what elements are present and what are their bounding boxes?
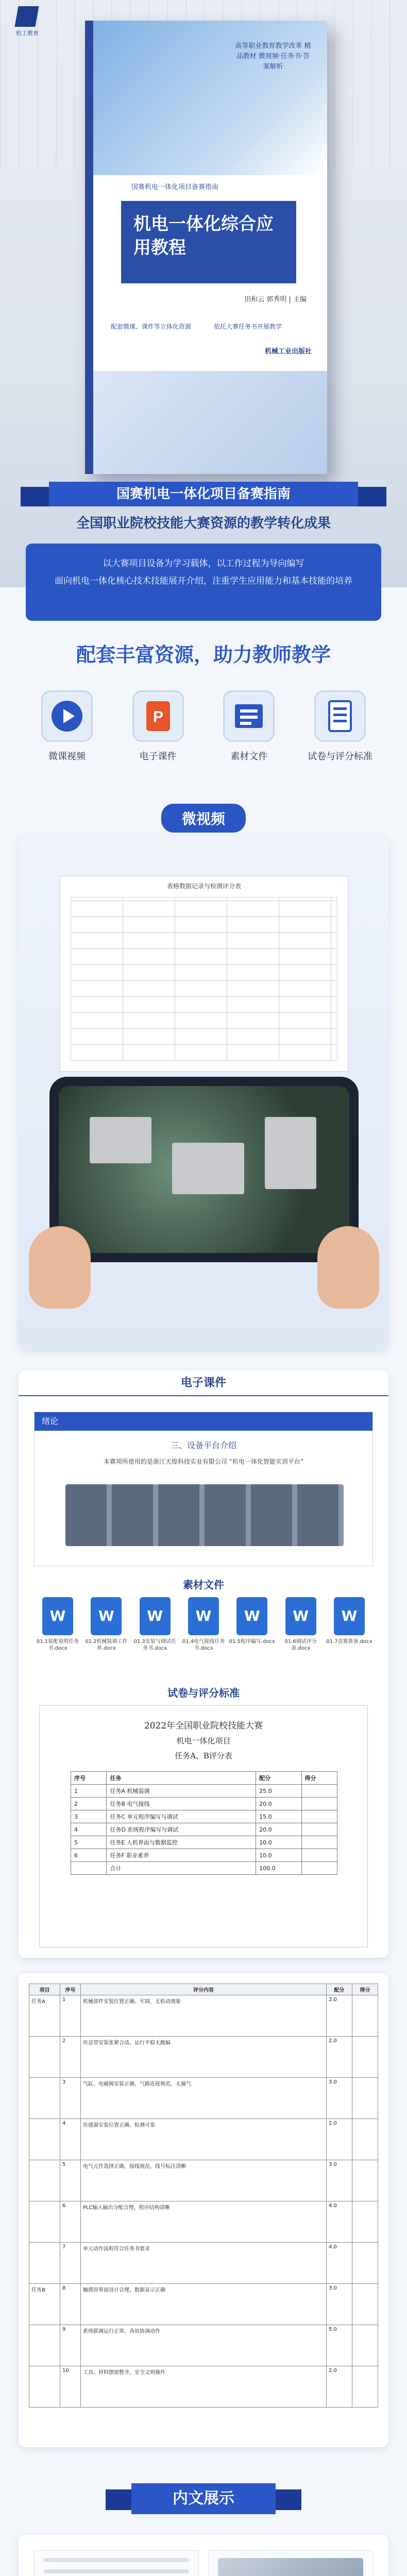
ppt-subtitle: 三、设备平台介绍 — [170, 1440, 236, 1450]
file-name: 01.4电气接线任务书.docx — [182, 1639, 225, 1651]
table-cell — [352, 2119, 378, 2160]
word-file-icon: W — [91, 1597, 122, 1635]
files-head: 素材文件 — [183, 1579, 224, 1591]
table-cell: 10 — [60, 2366, 81, 2408]
table-cell: 机械部件安装位置正确、牢固，无松动现象 — [81, 1995, 327, 2037]
table-cell: 4.0 — [327, 2243, 352, 2284]
book-publisher: 机械工业出版社 — [264, 348, 312, 355]
intro-line: 以大赛项目设备为学习载体，以工作过程为导向编写 — [103, 558, 304, 569]
standards-title: 2022年全国职业院校技能大赛 — [144, 1721, 263, 1731]
content-spread — [19, 2535, 388, 2576]
table-cell — [301, 1798, 337, 1810]
content-title-text: 内文展示 — [131, 2483, 276, 2514]
book-feature: 依托大赛任务书开展教学 — [214, 323, 282, 330]
table-cell — [301, 1823, 337, 1836]
table-cell — [352, 2201, 378, 2243]
hero-section — [0, 0, 407, 587]
resource-item-video — [28, 690, 106, 762]
video-doc-grid — [71, 897, 337, 1061]
table-cell: 3.0 — [327, 2284, 352, 2325]
score-card — [19, 1973, 388, 2447]
standards-subtitle: 任务A、B评分表 — [175, 1751, 232, 1760]
table-cell: 3 — [60, 2078, 81, 2119]
resource-label: 试卷与评分标准 — [307, 751, 372, 762]
table-row — [71, 1798, 337, 1810]
file-name: 01.7竞赛准备.docx — [326, 1639, 372, 1645]
standards-table — [71, 1771, 337, 1875]
video-doc-sheet — [60, 876, 348, 1072]
resource-label: 电子课件 — [139, 751, 177, 762]
table-header: 项目 — [29, 1984, 60, 1995]
table-row — [29, 2366, 378, 2408]
brand-logo — [7, 6, 47, 39]
table-row — [29, 2243, 378, 2284]
resource-item-files — [210, 690, 287, 762]
resource-label: 素材文件 — [230, 751, 268, 762]
book-features — [111, 322, 307, 331]
table-row — [29, 2037, 378, 2078]
logo-mark-icon — [14, 6, 39, 27]
resources-row — [28, 690, 379, 762]
word-file-icon: W — [140, 1597, 171, 1635]
table-cell: 3.0 — [327, 2160, 352, 2201]
table-cell: 10.0 — [256, 1849, 301, 1862]
table-cell — [29, 2037, 60, 2078]
standards-head: 试卷与评分标准 — [167, 1687, 240, 1699]
table-cell: 传感器安装位置正确、检测可靠 — [81, 2119, 327, 2160]
table-header: 得分 — [352, 1984, 378, 1995]
file-item[interactable] — [131, 1597, 179, 1652]
table-header: 任务 — [107, 1772, 256, 1785]
table-cell: 9 — [60, 2325, 81, 2366]
word-file-icon: W — [236, 1597, 267, 1635]
ppt-icon — [132, 690, 184, 742]
table-cell: 2.0 — [327, 1995, 352, 2037]
file-name: 01.6调试评分表.docx — [284, 1639, 317, 1651]
book-title: 机电一体化综合应用教程 — [133, 214, 274, 258]
table-cell: 任务A 机械装调 — [107, 1785, 256, 1798]
file-item[interactable] — [277, 1597, 325, 1652]
table-cell — [301, 1836, 337, 1849]
content-title — [0, 2478, 407, 2519]
table-row — [29, 2201, 378, 2243]
table-header: 配分 — [256, 1772, 301, 1785]
word-file-icon: W — [285, 1597, 316, 1635]
table-cell: 4 — [71, 1823, 107, 1836]
table-cell — [29, 2119, 60, 2160]
table-cell: 10.0 — [256, 1836, 301, 1849]
file-name: 01.1装配说明任务书.docx — [36, 1639, 79, 1651]
table-cell: 5.0 — [327, 2325, 352, 2366]
device-part — [172, 1143, 244, 1194]
ppt-preview — [34, 1412, 373, 1566]
table-cell: 任务A — [29, 1995, 60, 2037]
table-header: 序号 — [71, 1772, 107, 1785]
table-cell: 合计 — [107, 1862, 256, 1875]
book-feature: 配套微课、课件等立体化资源 — [111, 323, 192, 330]
table-cell — [352, 2284, 378, 2325]
table-cell — [71, 1862, 107, 1875]
file-name: 01.2机械装调工作单.docx — [85, 1639, 128, 1651]
table-row — [29, 2325, 378, 2366]
ppt-bar: 绪论 — [35, 1412, 372, 1431]
ribbon-text: 国赛机电一体化项目备赛指南 — [49, 482, 358, 506]
phone-video-player[interactable] — [49, 1077, 359, 1262]
table-cell: 触摸屏界面设计合理，数据显示正确 — [81, 2284, 327, 2325]
table-cell: 任务B — [29, 2284, 60, 2325]
table-cell — [301, 1785, 337, 1798]
ecourse-head: 电子课件 — [19, 1370, 388, 1396]
table-row — [29, 2160, 378, 2201]
table-cell — [352, 2037, 378, 2078]
table-cell — [29, 2201, 60, 2243]
table-cell: 2.0 — [327, 2037, 352, 2078]
table-header: 得分 — [301, 1772, 337, 1785]
table-cell: 4.0 — [327, 2201, 352, 2243]
table-cell: 8 — [60, 2284, 81, 2325]
table-row — [71, 1836, 337, 1849]
table-cell — [352, 1995, 378, 2037]
standards-doc — [39, 1705, 368, 1947]
word-file-icon: W — [42, 1597, 73, 1635]
standards-subtitle: 机电一体化项目 — [176, 1736, 231, 1745]
table-cell — [352, 2243, 378, 2284]
table-cell — [301, 1849, 337, 1862]
device-part — [90, 1117, 151, 1163]
table-row — [71, 1810, 337, 1823]
folder-icon — [223, 690, 275, 742]
checklist-icon — [314, 690, 366, 742]
table-cell: 5 — [71, 1836, 107, 1849]
table-cell: 4 — [60, 2119, 81, 2160]
book-top-note: 高等职业教育教学改革 精品教材 微视频·任务书·答案解析 — [235, 42, 311, 71]
table-cell: 15.0 — [256, 1810, 301, 1823]
hand-left — [29, 1226, 91, 1309]
table-cell — [29, 2160, 60, 2201]
ppt-text: 本赛项所使用的是浙江天煌科技实业有限公司 “机电一体化智能实训平台” — [103, 1458, 304, 1465]
resource-label: 微课视频 — [48, 751, 86, 762]
table-cell: PLC输入输出分配合理，程序结构清晰 — [81, 2201, 327, 2243]
table-cell: 任务B 电气接线 — [107, 1798, 256, 1810]
file-item[interactable] — [82, 1597, 130, 1652]
table-cell: 任务D 系统程序编写与调试 — [107, 1823, 256, 1836]
table-cell: 100.0 — [256, 1862, 301, 1875]
table-cell: 气缸、电磁阀安装正确，气路连接规范，无漏气 — [81, 2078, 327, 2119]
file-name: 01.5程序编写.docx — [229, 1639, 275, 1645]
intro-line: 面向机电一体化核心技术技能展开介绍，注重学生应用能力和基本技能的培养 — [55, 576, 352, 586]
table-cell — [29, 2078, 60, 2119]
intro-box — [26, 544, 381, 621]
table-cell: 单元动作流程符合任务书要求 — [81, 2243, 327, 2284]
book-series-tag: 国赛机电一体化项目备赛指南 — [131, 183, 219, 191]
ecourse-card — [19, 1370, 388, 1958]
logo-text: 机工教育 — [16, 30, 39, 37]
table-cell: 3.0 — [327, 2078, 352, 2119]
machine-image — [65, 1484, 344, 1546]
video-pill-label: 微视频 — [161, 804, 246, 833]
sample-page — [34, 2550, 199, 2576]
table-row — [29, 2284, 378, 2325]
table-cell — [352, 2160, 378, 2201]
play-icon — [41, 690, 93, 742]
table-row — [29, 1995, 378, 2037]
table-cell — [352, 2078, 378, 2119]
file-item[interactable] — [228, 1597, 276, 1652]
table-row — [29, 2078, 378, 2119]
resources-title: 配套丰富资源，助力教师教学 — [76, 643, 331, 666]
file-item[interactable] — [326, 1597, 373, 1652]
table-row — [71, 1849, 337, 1862]
book-authors: 田和云 郭秀明 | 主编 — [244, 296, 307, 303]
table-cell — [301, 1810, 337, 1823]
file-item[interactable] — [180, 1597, 227, 1652]
hero-subtitle: 全国职业院校技能大赛资源的教学转化成果 — [76, 516, 331, 531]
table-cell: 传送带安装张紧合适，运行平稳无跑偏 — [81, 2037, 327, 2078]
table-header: 配分 — [327, 1984, 352, 1995]
score-table — [29, 1984, 378, 2408]
table-cell: 5 — [60, 2160, 81, 2201]
table-cell: 任务F 职业素养 — [107, 1849, 256, 1862]
table-cell — [29, 2366, 60, 2408]
book-cover-bottom-art — [93, 371, 327, 474]
svg-text:P: P — [152, 708, 163, 725]
table-cell: 1 — [71, 1785, 107, 1798]
resource-item-tests — [301, 690, 379, 762]
table-cell: 2.0 — [327, 2366, 352, 2408]
hand-right — [317, 1226, 379, 1309]
table-cell: 6 — [60, 2201, 81, 2243]
file-name: 01.3安装与调试任务书.docx — [133, 1639, 176, 1651]
table-header: 序号 — [60, 1984, 81, 1995]
table-cell: 20.0 — [256, 1823, 301, 1836]
table-cell — [301, 1862, 337, 1875]
table-cell — [29, 2325, 60, 2366]
table-cell: 2 — [60, 2037, 81, 2078]
table-cell: 任务E 人机界面与数据监控 — [107, 1836, 256, 1849]
video-card — [19, 835, 388, 1350]
table-header: 评分内容 — [81, 1984, 327, 1995]
file-list — [34, 1597, 373, 1652]
table-cell: 2 — [71, 1798, 107, 1810]
book-spine — [85, 21, 93, 474]
table-cell: 系统联调运行正常，各站协调动作 — [81, 2325, 327, 2366]
table-row — [71, 1785, 337, 1798]
book-title-box — [121, 201, 296, 283]
video-section-pill — [0, 804, 407, 833]
table-cell: 25.0 — [256, 1785, 301, 1798]
file-item[interactable] — [34, 1597, 81, 1652]
word-file-icon: W — [334, 1597, 365, 1635]
video-doc-header: 表格数据记录与检测评分表 — [166, 883, 241, 890]
table-cell: 任务C 单元程序编写与调试 — [107, 1810, 256, 1823]
table-row — [71, 1823, 337, 1836]
table-cell — [29, 2243, 60, 2284]
table-cell: 电气元件选择正确，接线规范，线号标注清晰 — [81, 2160, 327, 2201]
table-cell: 20.0 — [256, 1798, 301, 1810]
table-row — [71, 1862, 337, 1875]
book-cover — [85, 21, 327, 474]
table-cell: 工具、材料摆放整齐，安全文明操作 — [81, 2366, 327, 2408]
table-cell — [352, 2366, 378, 2408]
table-cell: 6 — [71, 1849, 107, 1862]
table-cell — [352, 2325, 378, 2366]
table-cell: 2.0 — [327, 2119, 352, 2160]
table-row — [29, 2119, 378, 2160]
resource-item-ppt — [120, 690, 197, 762]
word-file-icon: W — [188, 1597, 219, 1635]
sample-page — [208, 2550, 373, 2576]
table-cell: 3 — [71, 1810, 107, 1823]
video-screen[interactable] — [59, 1086, 349, 1253]
hero-ribbon — [0, 482, 407, 506]
device-part — [265, 1117, 316, 1189]
table-cell: 1 — [60, 1995, 81, 2037]
table-cell: 7 — [60, 2243, 81, 2284]
